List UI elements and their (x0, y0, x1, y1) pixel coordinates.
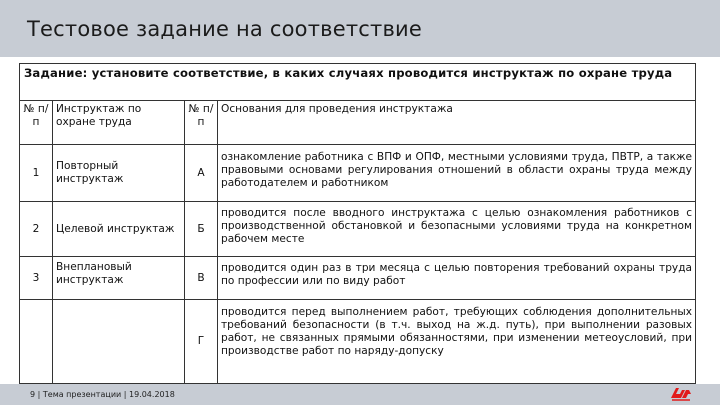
task-row (20, 64, 696, 101)
row-instruction: Повторный инструктаж (53, 145, 185, 202)
row-instruction: Внеплановый инструктаж (53, 257, 185, 300)
table-row (20, 300, 696, 384)
row-grounds: проводится один раз в три месяца с целью повторения требований охраны труда по профессии или по виду работ (218, 257, 696, 300)
row-grounds: ознакомление работника с ВПФ и ОПФ, местными условиями труда, ПВТР, а также правовыми основами регулирования отношений в области охраны труда между работодателем и работником (218, 145, 696, 202)
slide-header (0, 0, 720, 57)
footer-info (30, 390, 175, 399)
table-row (20, 257, 696, 300)
header-num-left: № п/п (20, 101, 53, 145)
row-num: 2 (20, 202, 53, 257)
task-text: Задание: установите соответствие, в каких случаях проводится инструктаж по охране труда (20, 64, 696, 101)
table-row (20, 202, 696, 257)
row-instruction: Целевой инструктаж (53, 202, 185, 257)
matching-table (19, 63, 696, 384)
table-row (20, 145, 696, 202)
row-grounds: проводится перед выполнением работ, требующих соблюдения дополнительных требований безопасности (в т.ч. выход на ж.д. путь), при выполнении разовых работ, не связанных прямыми обязанностями, при изменении метеоусловий, при производстве работ по наряду-допуску (218, 300, 696, 384)
row-letter: В (185, 257, 218, 300)
row-letter: Г (185, 300, 218, 384)
row-num (20, 300, 53, 384)
rzd-logo-icon (668, 385, 694, 403)
row-grounds: проводится после вводного инструктажа с целью ознакомления работников с производственной обстановкой и безопасными условиями труда на конкретном рабочем месте (218, 202, 696, 257)
header-num-right: № п/п (185, 101, 218, 145)
matching-table-container (19, 63, 695, 384)
row-num: 1 (20, 145, 53, 202)
page-number: 9 (30, 390, 36, 399)
row-letter: Б (185, 202, 218, 257)
slide-title: Тестовое задание на соответствие (27, 17, 422, 41)
header-instruction: Инструктаж по охране труда (53, 101, 185, 145)
header-grounds: Основания для проведения инструктажа (218, 101, 696, 145)
row-letter: А (185, 145, 218, 202)
row-num: 3 (20, 257, 53, 300)
slide-footer (0, 384, 720, 405)
footer-caption: | Тема презентации | 19.04.2018 (37, 390, 175, 399)
header-row (20, 101, 696, 145)
row-instruction (53, 300, 185, 384)
